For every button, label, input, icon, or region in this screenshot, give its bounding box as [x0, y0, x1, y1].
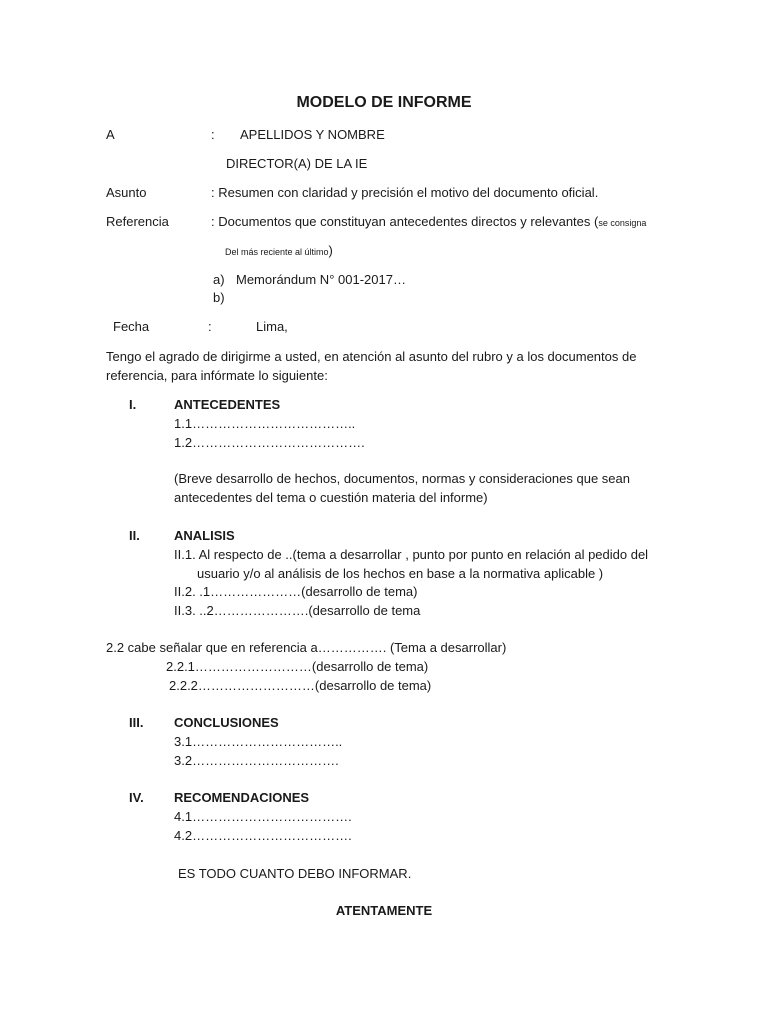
closing-signoff: ATENTAMENTE: [335, 903, 433, 918]
a-label: A: [106, 127, 115, 142]
section-2-item-1-cont: usuario y/o al análisis de los hechos en base a la normativa aplicable ): [197, 566, 604, 581]
section-4-item-2: 4.2……………………………….: [174, 828, 352, 843]
ref-item-a-text: Memorándum N° 001-2017…: [236, 272, 406, 287]
section-1-item-2: 1.2………………………………….: [174, 435, 365, 450]
closing-line: ES TODO CUANTO DEBO INFORMAR.: [178, 866, 412, 881]
section-2-item-2: II.2. .1…………………(desarrollo de tema): [174, 584, 418, 599]
section-1-note-1: (Breve desarrollo de hechos, documentos, normas y consideraciones que sean: [174, 471, 630, 486]
section-3-heading: CONCLUSIONES: [174, 715, 279, 730]
section-3-item-1: 3.1……………………………..: [174, 734, 343, 749]
asunto-label: Asunto: [106, 185, 147, 200]
referencia-label: Referencia: [106, 214, 169, 229]
section-2-extra-2: 2.2.1………………………(desarrollo de tema): [166, 659, 429, 674]
fecha-colon: :: [208, 319, 212, 334]
section-2-extra-3: 2.2.2………………………(desarrollo de tema): [169, 678, 432, 693]
section-2-heading: ANALISIS: [174, 528, 235, 543]
referencia-small-text: se consigna: [598, 218, 647, 228]
section-1-numeral: I.: [129, 397, 137, 412]
section-1-heading: ANTECEDENTES: [174, 397, 281, 412]
section-4-item-1: 4.1……………………………….: [174, 809, 352, 824]
referencia-value: [211, 214, 646, 231]
referencia-close-paren: ): [328, 243, 333, 258]
section-2-item-1: II.1. Al respecto de ..(tema a desarrollar , punto por punto en relación al pedido del: [174, 547, 649, 562]
asunto-value: : Resumen con claridad y precisión el motivo del documento oficial.: [211, 185, 599, 200]
intro-line-2: referencia, para infórmate lo siguiente:: [106, 368, 328, 383]
fecha-value: Lima,: [256, 319, 288, 334]
referencia-line2: [225, 243, 333, 260]
section-1-item-1: 1.1………………………………..: [174, 416, 356, 431]
section-4-heading: RECOMENDACIONES: [174, 790, 310, 805]
a-value: APELLIDOS Y NOMBRE: [240, 127, 385, 142]
section-2-extra-1: 2.2 cabe señalar que en referencia a……………. (Tema a desarrollar): [106, 640, 507, 655]
section-4-numeral: IV.: [129, 790, 144, 805]
referencia-small-text-2: Del más reciente al último: [225, 247, 329, 257]
document-title: MODELO DE INFORME: [296, 94, 472, 111]
ref-item-b-marker: b): [213, 290, 225, 305]
section-3-item-2: 3.2…………………………….: [174, 753, 339, 768]
ref-item-a-marker: a): [213, 272, 225, 287]
section-3-numeral: III.: [129, 715, 144, 730]
fecha-label: Fecha: [113, 319, 150, 334]
a-colon: :: [211, 127, 215, 142]
a-value-line2: DIRECTOR(A) DE LA IE: [226, 156, 368, 171]
section-2-numeral: II.: [129, 528, 140, 543]
section-1-note-2: antecedentes del tema o cuestión materia del informe): [174, 490, 488, 505]
intro-line-1: Tengo el agrado de dirigirme a usted, en atención al asunto del rubro y a los documentos de: [106, 349, 637, 364]
referencia-text: : Documentos que constituyan antecedentes directos y relevantes (: [211, 214, 599, 229]
section-2-item-3: II.3. ..2………………….(desarrollo de tema: [174, 603, 421, 618]
